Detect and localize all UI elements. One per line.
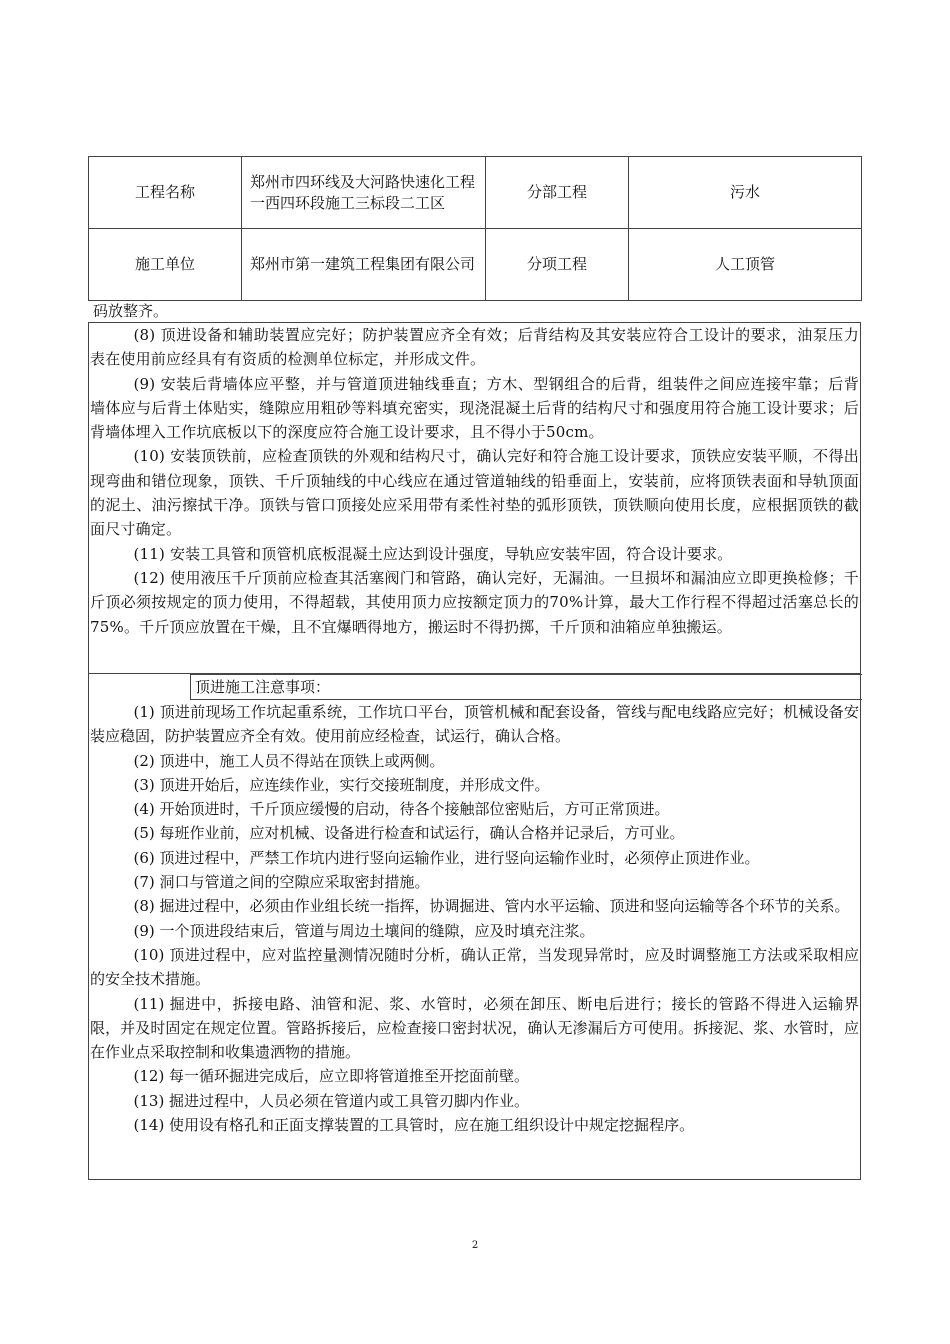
paragraph: (11) 安装工具管和顶管机底板混凝土应达到设计强度，导轨应安装牢固，符合设计要求。 [133, 544, 733, 563]
paragraph: (10) 安装顶铁前，应检查顶铁的外观和结构尺寸，确认完好和符合施工设计要求，顶铁应安装平顺，不得出现弯曲和错位现象，顶铁、千斤顶轴线的中心线应在通过管道轴线的铅垂面上，安装前，应将顶铁表面和导轨顶面的泥土、油污擦拭干净。顶铁与管口顶接处应采用带有柔性衬垫的弧形顶铁，顶铁顺向使用长度，应根据顶铁的截面尺寸确定。 [90, 447, 859, 539]
paragraph: (12) 使用液压千斤顶前应检查其活塞阀门和管路，确认完好，无漏油。一旦损坏和漏油应立即更换检修；千斤顶必须按规定的顶力使用，不得超载，其使用顶力应按额定顶力的70%计算，最大工作行程不得超过活塞总长的75%。千斤顶应放置在干燥，且不宜爆晒得地方，搬运时不得扔掷，千斤顶和油箱应单独搬运。 [90, 568, 859, 636]
paragraph: (1) 顶进前现场工作坑起重系统，工作坑口平台，顶管机械和配套设备，管线与配电线路应完好；机械设备安装应稳固，防护装置应齐全有效。使用前应经检查，试运行，确认合格。 [90, 703, 859, 746]
paragraph: (14) 使用设有格孔和正面支撑装置的工具管时，应在施工组织设计中规定挖掘程序。 [133, 1116, 695, 1135]
continuation-text: 码放整齐。 [93, 302, 169, 320]
division-value: 污水 [629, 157, 862, 229]
paragraph: (8) 顶进设备和辅助装置应完好；防护装置应齐全有效；后背结构及其安装应符合工设计的要求，油泵压力表在使用前应经具有有资质的检测单位标定，并形成文件。 [90, 326, 859, 369]
paragraph: (3) 顶进开始后，应连续作业，实行交接班制度，并形成文件。 [133, 775, 550, 794]
paragraph: (9) 一个顶进段结束后，管道与周边土壤间的缝隙，应及时填充注浆。 [133, 921, 595, 940]
project-name-value: 郑州市四环线及大河路快速化工程一西四环段施工三标段二工区 [242, 157, 486, 229]
equipment-requirements-section [88, 322, 861, 674]
paragraph: (9) 安装后背墙体应平整，并与管道顶进轴线垂直；方木、型钢组合的后背，组装件之间应连接牢靠；后背墙体应与后背土体贴实，缝隙应用粗砂等料填充密实，现浇混凝土后背的结构尺寸和强度用符合施工设计要求；后背墙体埋入工作坑底板以下的深度应符合施工设计要求，且不得小于50cm。 [90, 374, 859, 442]
paragraph: (13) 掘进过程中，人员必须在管道内或工具管刃脚内作业。 [133, 1091, 530, 1110]
division-label: 分部工程 [486, 157, 629, 229]
contractor-label: 施工单位 [89, 229, 242, 301]
paragraph: (12) 每一循环掘进完成后，应立即将管道推至开挖面前壁。 [133, 1067, 530, 1086]
paragraph: (7) 洞口与管道之间的空隙应采取密封措施。 [133, 873, 430, 892]
contractor-info-row [89, 229, 862, 301]
paragraph: (8) 掘进过程中，必须由作业组长统一指挥，协调掘进、管内水平运输、顶进和竖向运输等各个环节的关系。 [133, 897, 850, 916]
paragraph: (11) 掘进中，拆接电路、油管和泥、浆、水管时，必须在卸压、断电后进行；接长的管路不得进入运输界限，并及时固定在规定位置。管路拆接后，应检查接口密封状况，确认无渗漏后方可使用。拆接泥、浆、水管时，应在作业点采取控制和收集遗洒物的措施。 [90, 994, 859, 1062]
contractor-value: 郑州市第一建筑工程集团有限公司 [242, 229, 486, 301]
project-name-label: 工程名称 [89, 157, 242, 229]
notice-header-row [88, 674, 861, 700]
subdivision-label: 分项工程 [486, 229, 629, 301]
page-number: 2 [471, 1240, 479, 1251]
paragraph: (6) 顶进过程中，严禁工作坑内进行竖向运输作业，进行竖向运输作业时，必须停止顶进作业。 [133, 848, 760, 867]
project-info-table [88, 156, 862, 301]
subdivision-value: 人工顶管 [629, 229, 862, 301]
jacking-precautions-section [88, 700, 861, 1180]
paragraph: (2) 顶进中，施工人员不得站在顶铁上或两侧。 [133, 751, 445, 770]
paragraph: (10) 顶进过程中，应对监控量测情况随时分析，确认正常，当发现异常时，应及时调整施工方法或采取相应的安全技术措施。 [90, 945, 859, 989]
paragraph: (5) 每班作业前，应对机械、设备进行检查和试运行，确认合格并记录后，方可业。 [133, 824, 685, 843]
paragraph: (4) 开始顶进时，千斤顶应缓慢的启动，待各个接触部位密贴后，方可正常顶进。 [133, 800, 670, 819]
section-title: 顶进施工注意事项： [190, 674, 862, 700]
project-info-row [89, 157, 862, 229]
